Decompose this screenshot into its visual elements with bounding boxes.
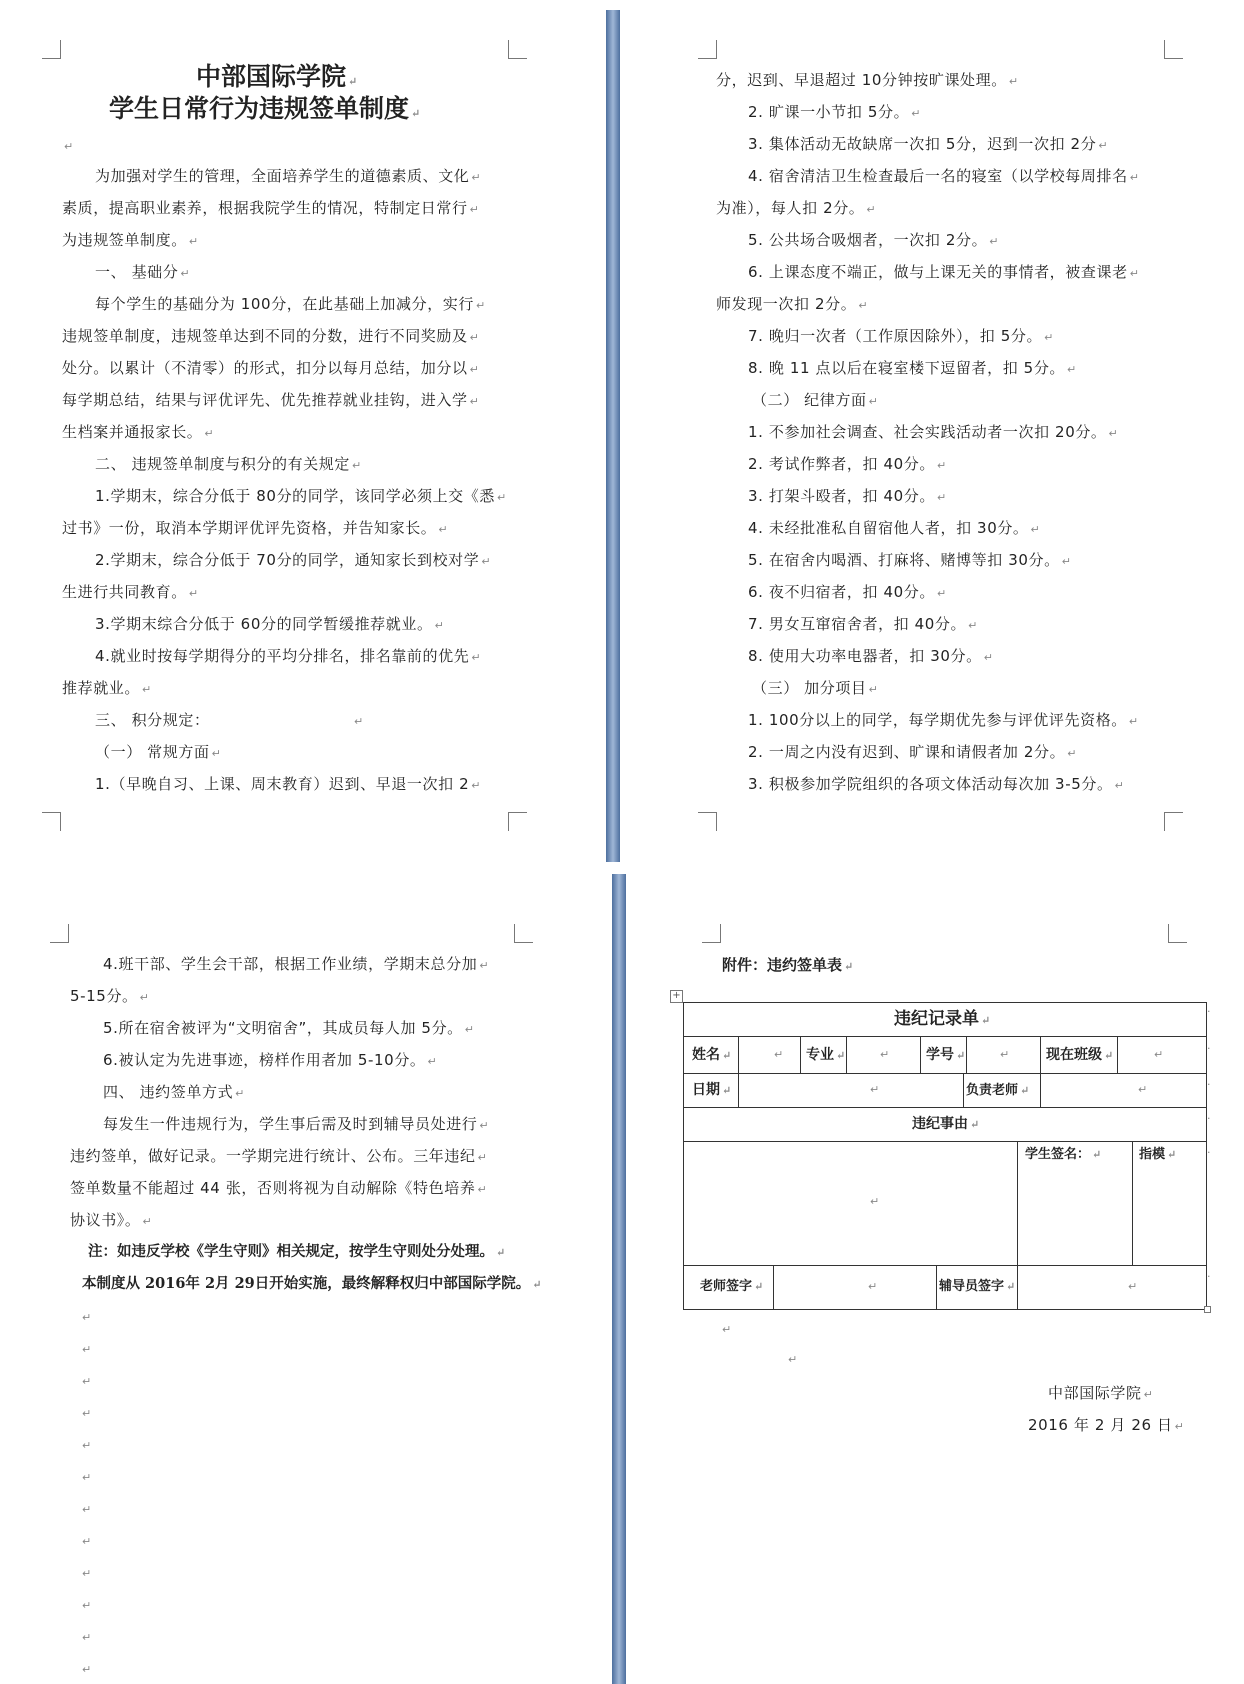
margin-mark [1168, 924, 1187, 943]
empty-paragraph [786, 1348, 798, 1370]
signature-org: 中部国际学院 ↵ [1048, 1383, 1153, 1405]
p3-line: 违约签单，做好记录。一学期完进行统计、公布。三年违纪 ↵ [70, 1146, 487, 1168]
p2-line: 6. 上课态度不端正，做与上课无关的事情者，被查课老 ↵ [748, 262, 1140, 284]
cell-mark: ↵ [868, 1280, 878, 1293]
p2-line: 1. 不参加社会调查、社会实践活动者一次扣 20分。 ↵ [748, 422, 1118, 444]
p1-line: 生档案并通报家长。 ↵ [62, 422, 214, 444]
row-end-mark: · [1207, 1146, 1211, 1159]
margin-mark [514, 924, 533, 943]
p1-heading: 二、 违规签单制度与积分的有关规定 ↵ [95, 454, 362, 476]
margin-mark [42, 812, 61, 831]
p2-line: 2. 旷课一小节扣 5分。 ↵ [748, 102, 921, 124]
empty-paragraph [720, 1318, 732, 1340]
margin-mark [508, 812, 527, 831]
margin-mark [42, 40, 61, 59]
p1-line: 处分。以累计（不清零）的形式，扣分以每月总结，加分以 ↵ [62, 358, 479, 380]
page-divider-bottom [612, 874, 626, 1684]
empty-paragraph [80, 1562, 92, 1584]
p2-line: 6. 夜不归宿者，扣 40分。 ↵ [748, 582, 947, 604]
row-end-mark: · [1207, 1112, 1211, 1125]
margin-mark [698, 812, 717, 831]
p2-line: 5. 公共场合吸烟者，一次扣 2分。 ↵ [748, 230, 999, 252]
label-teacher-sign: 老师签字 ↵ [700, 1278, 763, 1296]
cell-mark: ↵ [880, 1048, 890, 1061]
p1-line: 过书》一份，取消本学期评优评先资格，并告知家长。 ↵ [62, 518, 448, 540]
p1-line: 生进行共同教育。 ↵ [62, 582, 199, 604]
empty-paragraph [80, 1402, 92, 1424]
label-class: 现在班级 ↵ [1046, 1046, 1113, 1065]
empty-paragraph [80, 1626, 92, 1648]
row-end-mark: · [1207, 1042, 1211, 1055]
p1-line: 4.就业时按每学期得分的平均分排名，排名靠前的优先 ↵ [95, 646, 481, 668]
p1-heading: 一、 基础分 ↵ [95, 262, 190, 284]
empty-paragraph [80, 1338, 92, 1360]
empty-paragraph [80, 1658, 92, 1680]
p2-line: 5. 在宿舍内喝酒、打麻将、赌博等扣 30分。 ↵ [748, 550, 1072, 572]
p2-line: 分，迟到、早退超过 10分钟按旷课处理。 ↵ [716, 70, 1019, 92]
margin-mark [50, 924, 69, 943]
label-student-id: 学号 ↵ [926, 1046, 965, 1065]
cell-mark: ↵ [1154, 1048, 1164, 1061]
table-move-handle-icon[interactable]: + [670, 990, 683, 1003]
note-student-rules: 注：如违反学校《学生守则》相关规定，按学生守则处分处理。 ↵ [88, 1242, 505, 1263]
label-name: 姓名 ↵ [692, 1046, 731, 1065]
p3-line: 5-15分。 ↵ [70, 986, 149, 1008]
cell-mark: ↵ [1128, 1280, 1138, 1293]
p1-line: 2.学期末，综合分低于 70分的同学，通知家长到校对学 ↵ [95, 550, 491, 572]
p2-line: 师发现一次扣 2分。 ↵ [716, 294, 868, 316]
empty-paragraph [80, 1530, 92, 1552]
p2-line: 3. 打架斗殴者，扣 40分。 ↵ [748, 486, 947, 508]
p3-line: 6.被认定为先进事迹，榜样作用者加 5-10分。 ↵ [103, 1050, 437, 1072]
empty-paragraph [80, 1498, 92, 1520]
table-resize-handle[interactable] [1204, 1306, 1211, 1313]
p1-heading: 三、 积分规定： [95, 711, 210, 729]
margin-mark [1164, 40, 1183, 59]
form-title: 违纪记录单 ↵ [894, 1010, 990, 1030]
p2-line: 2. 一周之内没有迟到、旷课和请假者加 2分。 ↵ [748, 742, 1077, 764]
p3-line: 每发生一件违规行为，学生事后需及时到辅导员处进行 ↵ [103, 1114, 489, 1136]
label-counselor-sign: 辅导员签字 ↵ [939, 1278, 1015, 1296]
p2-line: 8. 使用大功率电器者，扣 30分。 ↵ [748, 646, 994, 668]
p1-line: 违规签单制度，违规签单达到不同的分数，进行不同奖励及 ↵ [62, 326, 479, 348]
row-end-mark: · [1207, 1078, 1211, 1091]
p2-heading: （三） 加分项目 ↵ [752, 678, 878, 700]
row-end-mark: · [1207, 1270, 1211, 1283]
margin-mark [698, 40, 717, 59]
p1-line: 素质，提高职业素养，根据我院学生的情况，特制定日常行 ↵ [62, 198, 479, 220]
empty-paragraph [80, 1370, 92, 1392]
p3-line: 协议书》。 ↵ [70, 1210, 152, 1232]
p2-heading: （二） 纪律方面 ↵ [752, 390, 878, 412]
label-fingerprint: 指模 ↵ [1139, 1146, 1176, 1164]
cell-mark: ↵ [774, 1048, 784, 1061]
p1-line: 1.（早晚自习、上课、周末教育）迟到、早退一次扣 2 ↵ [95, 774, 481, 796]
cell-mark: ↵ [1138, 1083, 1148, 1096]
p1-line: 1.学期末，综合分低于 80分的同学，该同学必须上交《悉 ↵ [95, 486, 507, 508]
p1-line: 为加强对学生的管理，全面培养学生的道德素质、文化 ↵ [95, 166, 481, 188]
p3-line: 5.所在宿舍被评为“文明宿舍”，其成员每人加 5分。 ↵ [103, 1018, 475, 1040]
p1-line: 每个学生的基础分为 100分，在此基础上加减分，实行 ↵ [95, 294, 486, 316]
label-major: 专业 ↵ [806, 1046, 845, 1065]
p2-line: 4. 未经批准私自留宿他人者，扣 30分。 ↵ [748, 518, 1040, 540]
p2-line: 4. 宿舍清洁卫生检查最后一名的寝室（以学校每周排名 ↵ [748, 166, 1140, 188]
p2-line: 8. 晚 11 点以后在寝室楼下逗留者，扣 5分。 ↵ [748, 358, 1077, 380]
margin-mark [702, 924, 721, 943]
p1-line: 为违规签单制度。 ↵ [62, 230, 199, 252]
p1-heading: （一） 常规方面 ↵ [95, 742, 221, 764]
empty-paragraph [80, 1306, 92, 1328]
label-teacher: 负责老师 ↵ [966, 1082, 1029, 1100]
label-student-sign: 学生签名： ↵ [1025, 1146, 1101, 1164]
p3-heading: 四、 违约签单方式 ↵ [103, 1082, 245, 1104]
signature-date: 2016 年 2 月 26 日 ↵ [1028, 1415, 1184, 1437]
p1-paragraph-mark [352, 710, 364, 732]
p2-line: 7. 晚归一次者（工作原因除外），扣 5分。 ↵ [748, 326, 1054, 348]
p2-line: 2. 考试作弊者，扣 40分。 ↵ [748, 454, 947, 476]
p3-line: 签单数量不能超过 44 张，否则将视为自动解除《特色培养 ↵ [70, 1178, 487, 1200]
empty-paragraph [80, 1594, 92, 1616]
label-date: 日期 ↵ [692, 1081, 731, 1100]
p1-line: 每学期总结，结果与评优评先、优先推荐就业挂钩，进入学 ↵ [62, 390, 479, 412]
empty-paragraph [80, 1434, 92, 1456]
doc-title-line1: 中部国际学院 ↵ [196, 61, 357, 98]
margin-mark [1164, 812, 1183, 831]
row-end-mark: · [1207, 1005, 1211, 1018]
p1-line: 推荐就业。 ↵ [62, 678, 152, 700]
p2-line: 7. 男女互窜宿舍者，扣 40分。 ↵ [748, 614, 978, 636]
cell-mark: ↵ [870, 1195, 880, 1208]
empty-paragraph [80, 1466, 92, 1488]
cell-mark: ↵ [870, 1083, 880, 1096]
margin-mark [508, 40, 527, 59]
p2-line: 为准），每人扣 2分。 ↵ [716, 198, 876, 220]
doc-title-line2: 学生日常行为违规签单制度 ↵ [109, 93, 420, 130]
p2-line: 3. 集体活动无故缺席一次扣 5分，迟到一次扣 2分 ↵ [748, 134, 1108, 156]
p2-line: 3. 积极参加学院组织的各项文体活动每次加 3-5分。 ↵ [748, 774, 1124, 796]
page-divider-top [606, 10, 620, 862]
p3-line: 4.班干部、学生会干部，根据工作业绩，学期末总分加 ↵ [103, 954, 489, 976]
cell-mark: ↵ [1000, 1048, 1010, 1061]
attachment-label: 附件：违约签单表 ↵ [722, 955, 853, 977]
violation-record-form [683, 1002, 1207, 1310]
empty-paragraph [62, 135, 74, 157]
p1-line: 3.学期末综合分低于 60分的同学暂缓推荐就业。 ↵ [95, 614, 444, 636]
p2-line: 1. 100分以上的同学，每学期优先参与评优评先资格。 ↵ [748, 710, 1139, 732]
note-effective-date: 本制度从 2016年 2月 29日开始实施，最终解释权归中部国际学院。 ↵ [82, 1274, 542, 1295]
label-reason: 违纪事由 ↵ [912, 1115, 979, 1134]
